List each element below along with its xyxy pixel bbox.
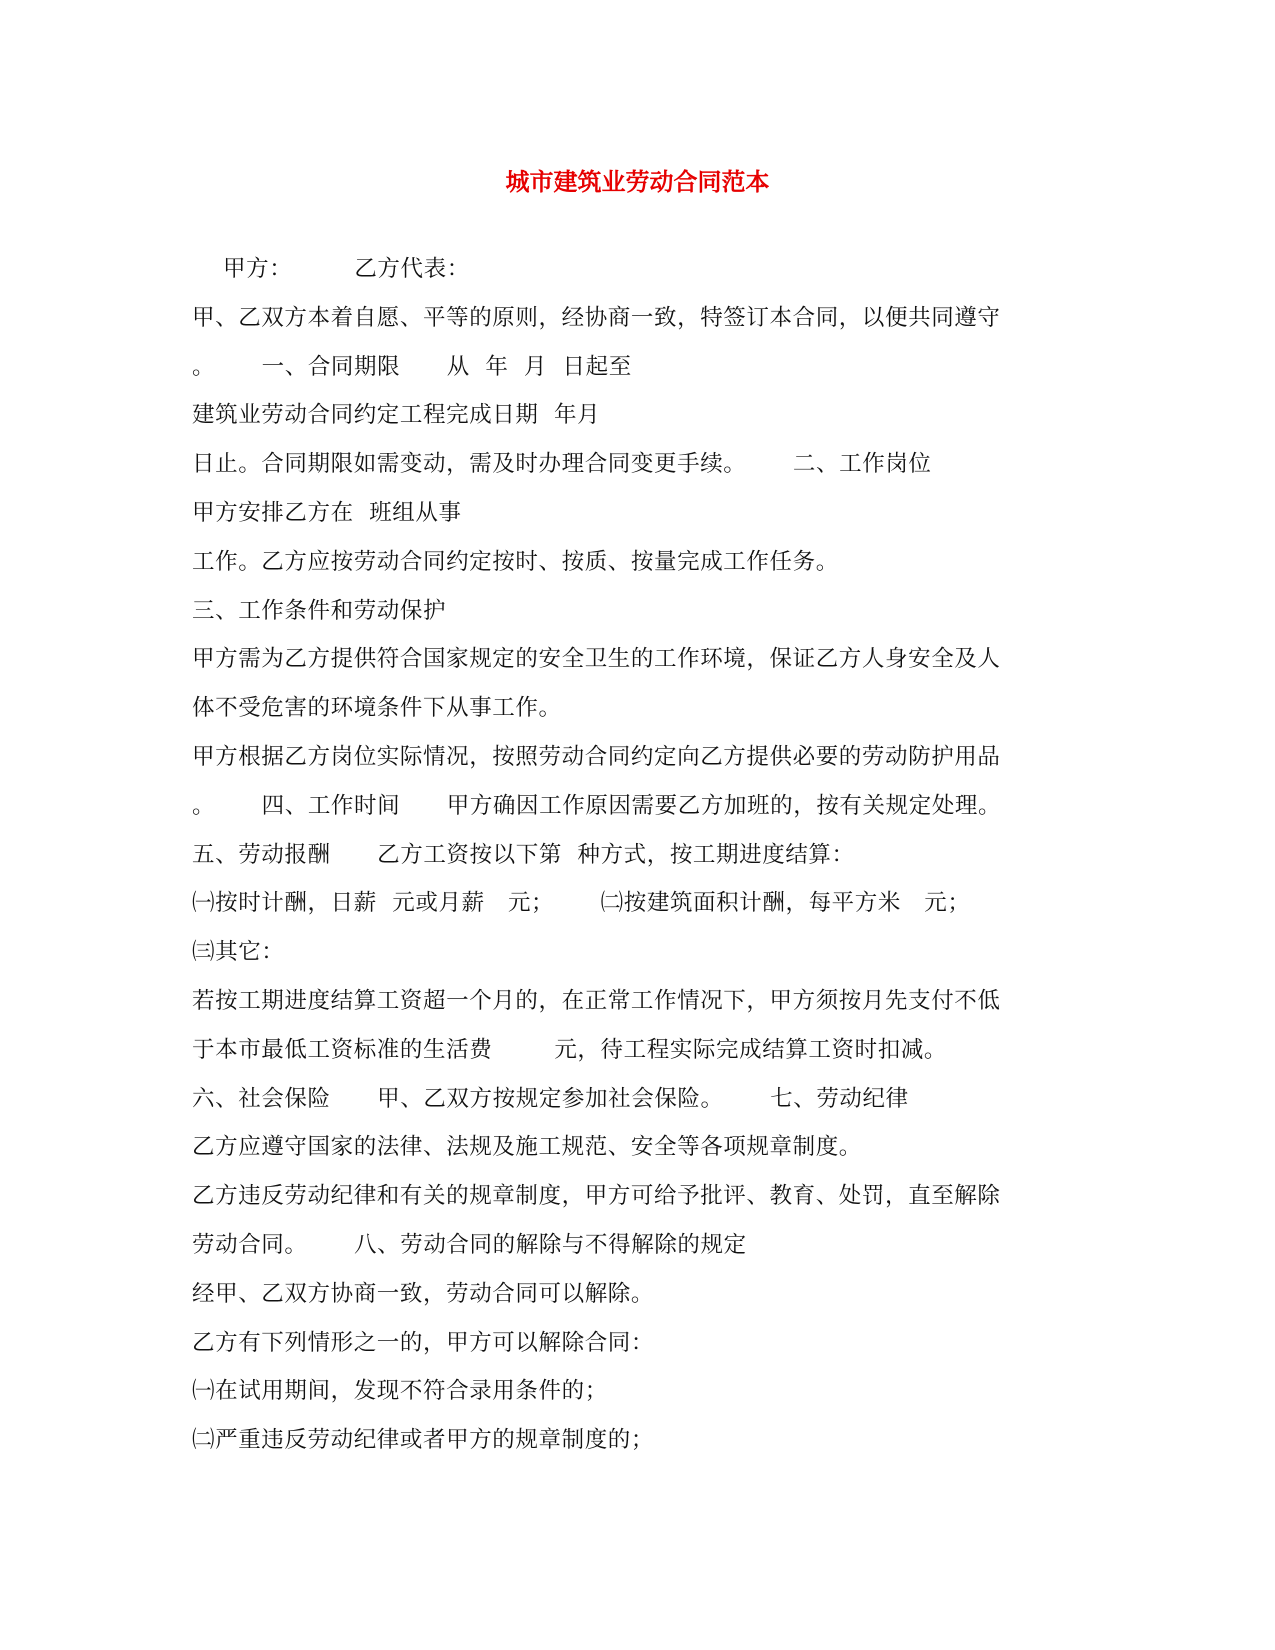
text-line: ㈡严重违反劳动纪律或者甲方的规章制度的； bbox=[192, 1427, 655, 1454]
text-line: 六、社会保险 甲、乙双方按规定参加社会保险。 七、劳动纪律 bbox=[192, 1085, 909, 1112]
text-line: 甲方根据乙方岗位实际情况，按照劳动合同约定向乙方提供必要的劳动防护用品 bbox=[192, 743, 1001, 770]
text-line: 乙方违反劳动纪律和有关的规章制度，甲方可给予批评、教育、处罚，直至解除 bbox=[192, 1183, 1001, 1210]
text-line: 劳动合同。 八、劳动合同的解除与不得解除的规定 bbox=[192, 1231, 747, 1258]
text-line: 甲方需为乙方提供符合国家规定的安全卫生的工作环境，保证乙方人身安全及人 bbox=[192, 646, 1001, 673]
text-line: 甲方： 乙方代表： bbox=[192, 256, 470, 282]
text-line: 体不受危害的环境条件下从事工作。 bbox=[192, 695, 562, 722]
text-line: 甲方安排乙方在 班组从事 bbox=[192, 499, 462, 526]
text-line: 于本市最低工资标准的生活费 元，待工程实际完成结算工资时扣减。 bbox=[192, 1036, 948, 1063]
text-line: 若按工期进度结算工资超一个月的，在正常工作情况下，甲方须按月先支付不低 bbox=[192, 987, 1001, 1014]
text-line: 乙方应遵守国家的法律、法规及施工规范、安全等各项规章制度。 bbox=[192, 1134, 862, 1161]
text-line: 建筑业劳动合同约定工程完成日期 年月 bbox=[192, 402, 601, 429]
text-line: 经甲、乙双方协商一致，劳动合同可以解除。 bbox=[192, 1280, 655, 1307]
text-line: 乙方有下列情形之一的，甲方可以解除合同： bbox=[192, 1329, 655, 1356]
text-line: 工作。乙方应按劳动合同约定按时、按质、按量完成工作任务。 bbox=[192, 548, 839, 575]
document-body bbox=[192, 254, 1092, 1474]
text-line: ㈢其它： bbox=[192, 939, 285, 966]
text-line: ㈠在试用期间，发现不符合录用条件的； bbox=[192, 1378, 608, 1405]
text-line: 日止。合同期限如需变动，需及时办理合同变更手续。 二、工作岗位 bbox=[192, 451, 932, 478]
document-title: 城市建筑业劳动合同范本 bbox=[505, 167, 770, 196]
text-line: 。 四、工作时间 甲方确因工作原因需要乙方加班的，按有关规定处理。 bbox=[192, 792, 1002, 819]
text-line: ㈠按时计酬，日薪 元或月薪 元； ㈡按建筑面积计酬，每平方米 元； bbox=[192, 890, 971, 917]
text-line: 五、劳动报酬 乙方工资按以下第 种方式，按工期进度结算： bbox=[192, 841, 855, 868]
section-heading: 三、工作条件和劳动保护 bbox=[192, 597, 447, 624]
text-line: 甲、乙双方本着自愿、平等的原则，经协商一致，特签订本合同，以便共同遵守 bbox=[192, 304, 1001, 331]
text-line: 。 一、合同期限 从 年 月 日起至 bbox=[192, 353, 632, 380]
